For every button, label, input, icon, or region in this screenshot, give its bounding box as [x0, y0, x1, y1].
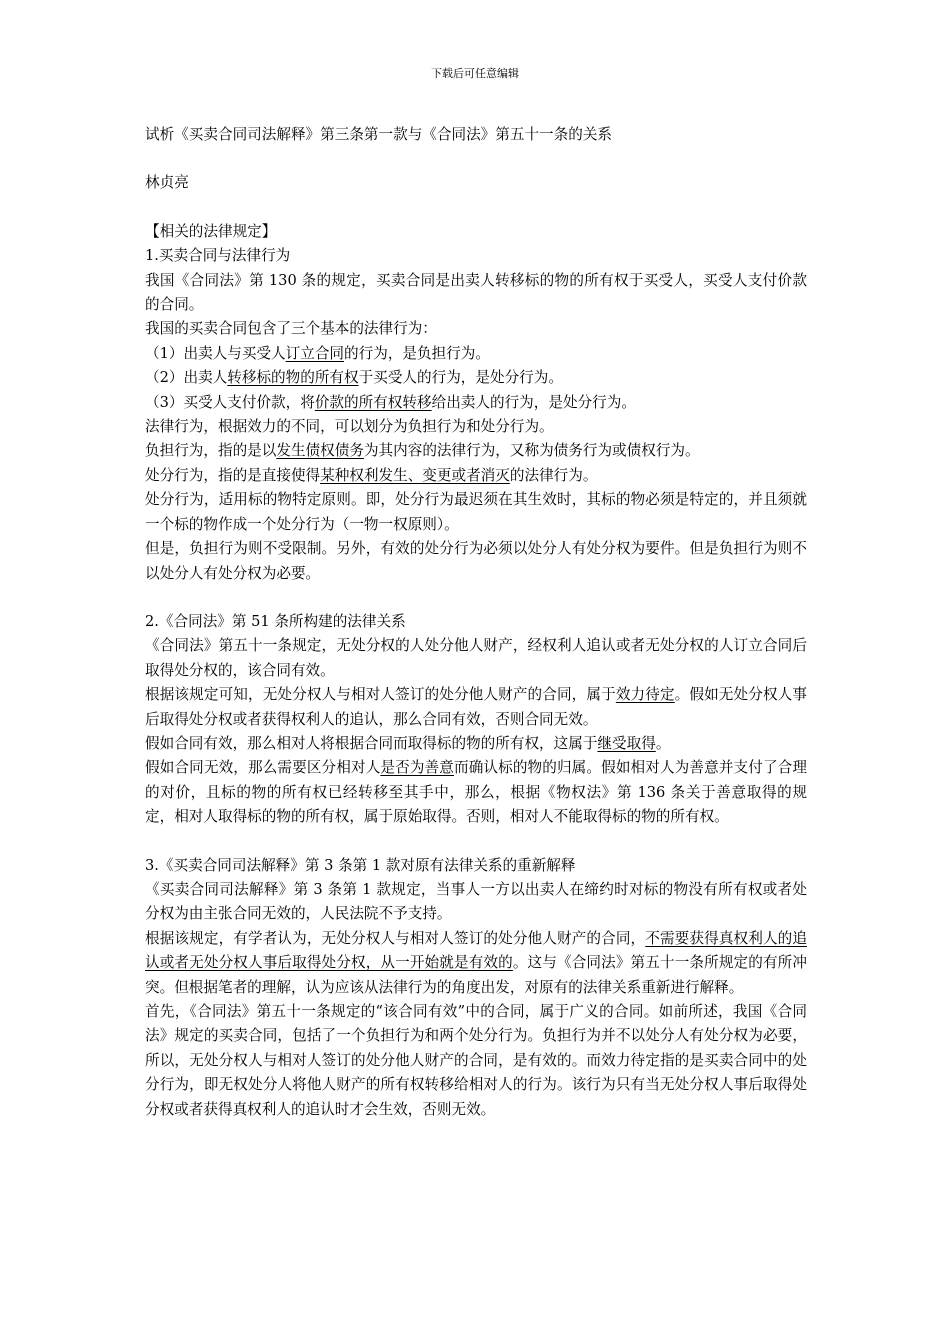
text-run: 我国《合同法》第 130 条的规定，买卖合同是出卖人转移标的物的所有权于买受人，买受人支付价款的合同。: [145, 271, 807, 314]
text-run: 首先，《合同法》第五十一条规定的“该合同有效”中的合同，属于广义的合同。如前所述，我国《合同法》规定的买卖合同，包括了一个负担行为和两个处分行为。负担行为并不以处分人有处分权为必要，所以，无处分权人与相对人签订的处分他人财产的合同，是有效的。而效力待定指的是买卖合同中的处分行为，即无权处分人将他人财产的所有权转移给相对人的行为。该行为只有当无处分权人事后取得处分权或者获得真权利人的追认时才会生效，否则无效。: [145, 1003, 807, 1118]
text-run: （1）出卖人与买受人: [145, 344, 286, 362]
paragraph: [145, 391, 807, 415]
text-run: 假如合同无效，那么需要区分相对人: [145, 759, 381, 777]
paragraph: [145, 1000, 807, 1122]
text-run: 而确认标的物的归属。假如相对人为善意并支付了合理的对价，且标的物的所有权已经转移至其手中，那么，根据《物权法》第 136 条关于善意取得的规定，相对人取得标的物的所有权，属于原始取得。否则，相对人不能取得标的物的所有权。: [145, 759, 807, 826]
document-title: 试析《买卖合同司法解释》第三条第一款与《合同法》第五十一条的关系: [145, 126, 613, 143]
text-run: 。假如无处分权人事后取得处分权或者获得权利人的追认，那么合同有效，否则合同无效。: [145, 686, 807, 728]
paragraph: [145, 342, 807, 366]
text-run: 1.买卖合同与法律行为: [145, 247, 291, 265]
underlined-text: 效力待定: [615, 686, 675, 704]
text-run: 法律行为，根据效力的不同，可以划分为负担行为和处分行为。: [145, 418, 554, 436]
text-run: 为其内容的法律行为，又称为债务行为或债权行为。: [363, 442, 700, 460]
paragraph-list: [145, 220, 807, 1122]
text-run: 处分行为，适用标的物特定原则。即，处分行为最迟须在其生效时，其标的物必须是特定的，并且须就一个标的物作成一个处分行为（一物一权原则）。: [145, 491, 807, 533]
text-run: 【相关的法律规定】: [145, 222, 277, 240]
paragraph: [145, 927, 807, 1000]
text-run: 《合同法》第五十一条规定，无处分权的人处分他人财产，经权利人追认或者无处分权的人订立合同后取得处分权的，该合同有效。: [145, 637, 807, 679]
text-run: 。这与《合同法》第五十一条所规定的有所冲突。但根据笔者的理解，认为应该从法律行为的角度出发，对原有的法律关系重新进行解释。: [145, 954, 807, 996]
text-run: 给出卖人的行为，是处分行为。: [431, 393, 636, 411]
paragraph: [145, 415, 807, 439]
paragraph: [145, 488, 807, 537]
paragraph: [145, 244, 807, 268]
text-run: 的法律行为。: [509, 466, 598, 484]
paragraph: [145, 854, 807, 878]
paragraph: [145, 683, 807, 732]
underlined-text: 是否为善意: [380, 759, 454, 777]
paragraph: [145, 269, 807, 318]
paragraph: [145, 610, 807, 634]
document-body: [145, 123, 807, 1122]
paragraph: [145, 220, 807, 244]
paragraph: [145, 439, 807, 463]
underlined-text: 发生债权债务: [276, 442, 364, 460]
text-run: 《买卖合同司法解释》第 3 条第 1 款规定，当事人一方以出卖人在缔约时对标的物没有所有权或者处分权为由主张合同无效的，人民法院不予支持。: [145, 880, 807, 923]
text-run: 处分行为，指的是直接使得: [145, 466, 321, 484]
underlined-text: 价款的所有权转移: [314, 393, 432, 411]
text-run: 2.《合同法》第 51 条所构建的法律关系: [145, 612, 406, 630]
underlined-text: 某种权利发生、变更或者消灭: [320, 466, 510, 484]
text-run: 负担行为，指的是以: [145, 442, 277, 460]
underlined-text: 继受取得: [597, 734, 656, 752]
author-name: 林贞亮: [145, 174, 189, 192]
text-run: 的行为，是负担行为。: [344, 344, 490, 362]
text-run: 根据该规定，有学者认为，无处分权人与相对人签订的处分他人财产的合同，: [145, 929, 646, 947]
text-run: 但是，负担行为则不受限制。另外，有效的处分行为必须以处分人有处分权为要件。但是负担行为则不以处分人有处分权为必要。: [145, 540, 807, 582]
text-run: 我国的买卖合同包含了三个基本的法律行为：: [145, 320, 437, 338]
paragraph: [145, 464, 807, 488]
text-run: 假如合同有效，那么相对人将根据合同而取得标的物的所有权，这属于: [145, 734, 598, 752]
paragraph: [145, 366, 807, 390]
underlined-text: 不需要获得真权利人的追认或者无处分权人事后取得处分权，从一开始就是有效的: [145, 929, 807, 972]
text-run: 。: [655, 734, 671, 752]
paragraph: [145, 317, 807, 341]
paragraph: [145, 732, 807, 756]
paragraph: [145, 537, 807, 586]
paragraph: [145, 878, 807, 927]
text-run: （2）出卖人: [145, 369, 228, 387]
underlined-text: 订立合同: [285, 344, 345, 362]
paragraph: [145, 756, 807, 829]
text-run: 于买受人的行为，是处分行为。: [358, 369, 563, 387]
underlined-text: 转移标的物的所有权: [227, 369, 359, 387]
text-run: 根据该规定可知，无处分权人与相对人签订的处分他人财产的合同，属于: [145, 686, 616, 704]
text-run: 3.《买卖合同司法解释》第 3 条第 1 款对原有法律关系的重新解释: [145, 856, 576, 874]
text-run: （3）买受人支付价款，将: [145, 393, 315, 411]
paragraph: [145, 634, 807, 683]
page-header: 下载后可任意编辑: [431, 67, 519, 80]
